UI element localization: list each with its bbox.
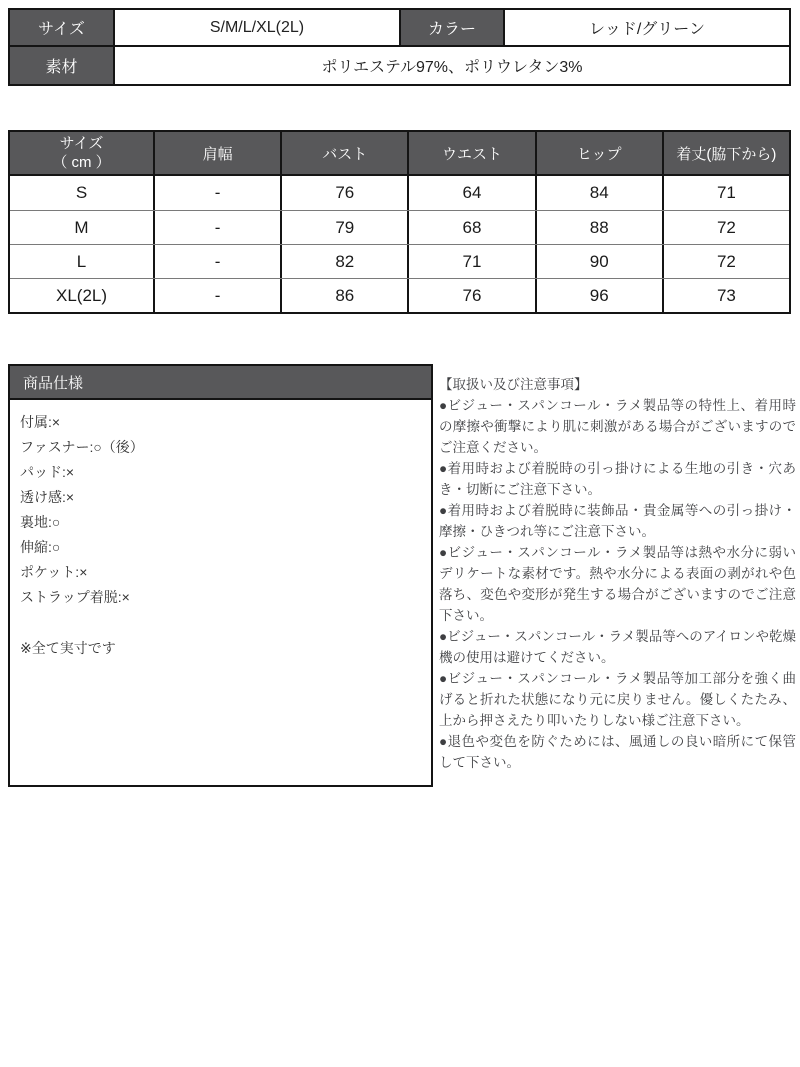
care-note-item: ●ビジュー・スパンコール・ラメ製品等へのアイロンや乾燥機の使用は避けてください。 [439,629,796,665]
shoulder-cell: - [155,211,282,244]
bust-cell: 79 [282,211,409,244]
shoulder-cell: - [155,176,282,210]
size-chart-header-length: 着丈(脇下から) [664,132,789,174]
length-cell: 72 [716,251,736,271]
hip-cell: 88 [537,211,664,244]
size-chart-row-m [10,210,789,244]
size-chart-header-bust: バスト [282,132,409,174]
material-value: ポリエステル97%、ポリウレタン3% [321,59,583,76]
color-value: レッド/グリーン [589,21,705,38]
length-cell: 72 [716,217,736,237]
size-chart-header-size-line2: （ cm ） [52,154,111,171]
spec-item-fastener: ファスナー:○（後） [20,439,144,455]
hip-cell: 90 [537,245,664,278]
spec-item-pad: パッド:× [20,464,75,480]
size-chart-header-row [10,132,789,176]
spec-item-strap: ストラップ着脱:× [20,589,130,605]
hip-cell: 84 [537,176,664,210]
care-notes-title: 【取扱い及び注意事項】 [439,377,588,392]
length-cell: 71 [716,183,736,202]
care-note-item: ●ビジュー・スパンコール・ラメ製品等の特性上、着用時の摩擦や衝撃により肌に刺激がある場合がございますのでご注意ください。 [439,398,796,455]
size-chart-row-xl [10,278,789,312]
spec-item-accessory: 付属:× [20,414,61,430]
waist-cell: 68 [409,211,536,244]
size-chart-header-size-line1: サイズ [59,135,104,152]
care-note-item: ●ビジュー・スパンコール・ラメ製品等は熱や水分に弱いデリケートな素材です。熱や水分による表面の剥がれや色落ち、変色や変形が発生する場合がございますのでご注意下さい。 [439,545,796,623]
size-chart-header-size [10,132,155,174]
spec-box-title: 商品仕様 [10,366,431,400]
shoulder-cell: - [155,245,282,278]
size-cell: XL(2L) [10,279,155,312]
waist-cell: 71 [409,245,536,278]
waist-cell: 76 [409,279,536,312]
product-info-table [8,8,791,86]
size-chart-header-waist: ウエスト [409,132,536,174]
material-label: 素材 [10,47,115,84]
bust-cell: 86 [282,279,409,312]
size-chart-row-l [10,244,789,278]
info-row-size-color [10,10,789,47]
waist-cell: 64 [409,176,536,210]
spec-box-body [10,400,431,661]
care-note-item: ●着用時および着脱時の引っ掛けによる生地の引き・穴あき・切断にご注意下さい。 [439,461,796,497]
spec-item-sheerness: 透け感:× [20,489,75,505]
care-note-item: ●退色や変色を防ぐためには、風通しの良い暗所にて保管して下さい。 [439,734,796,770]
care-notes [439,374,796,773]
size-cell: L [10,245,155,278]
shoulder-cell: - [155,279,282,312]
length-cell: 73 [716,285,736,305]
size-chart-header-shoulder: 肩幅 [155,132,282,174]
size-chart-row-s [10,176,789,210]
hip-cell: 96 [537,279,664,312]
size-value: S/M/L/XL(2L) [209,18,305,36]
spec-item-lining: 裏地:○ [20,514,61,530]
size-cell: M [10,211,155,244]
info-row-material [10,47,789,84]
bust-cell: 76 [282,176,409,210]
product-spec-box [8,364,433,787]
spec-item-pocket: ポケット:× [20,564,88,580]
spec-measure-note: ※全て実寸です [20,640,116,656]
color-label: カラー [399,10,505,45]
size-cell: S [10,176,155,210]
care-note-item: ●ビジュー・スパンコール・ラメ製品等加工部分を強く曲げると折れた状態になり元に戻りません。優しくたたみ、上から押さえたり叩いたりしない様ご注意下さい。 [439,671,796,728]
care-note-item: ●着用時および着脱時に装飾品・貴金属等への引っ掛け・摩擦・ひきつれ等にご注意下さい。 [439,503,796,539]
size-chart-table [8,130,791,314]
size-label: サイズ [10,10,115,45]
spec-item-stretch: 伸縮:○ [20,539,61,555]
size-chart-header-hip: ヒップ [537,132,664,174]
bust-cell: 82 [282,245,409,278]
